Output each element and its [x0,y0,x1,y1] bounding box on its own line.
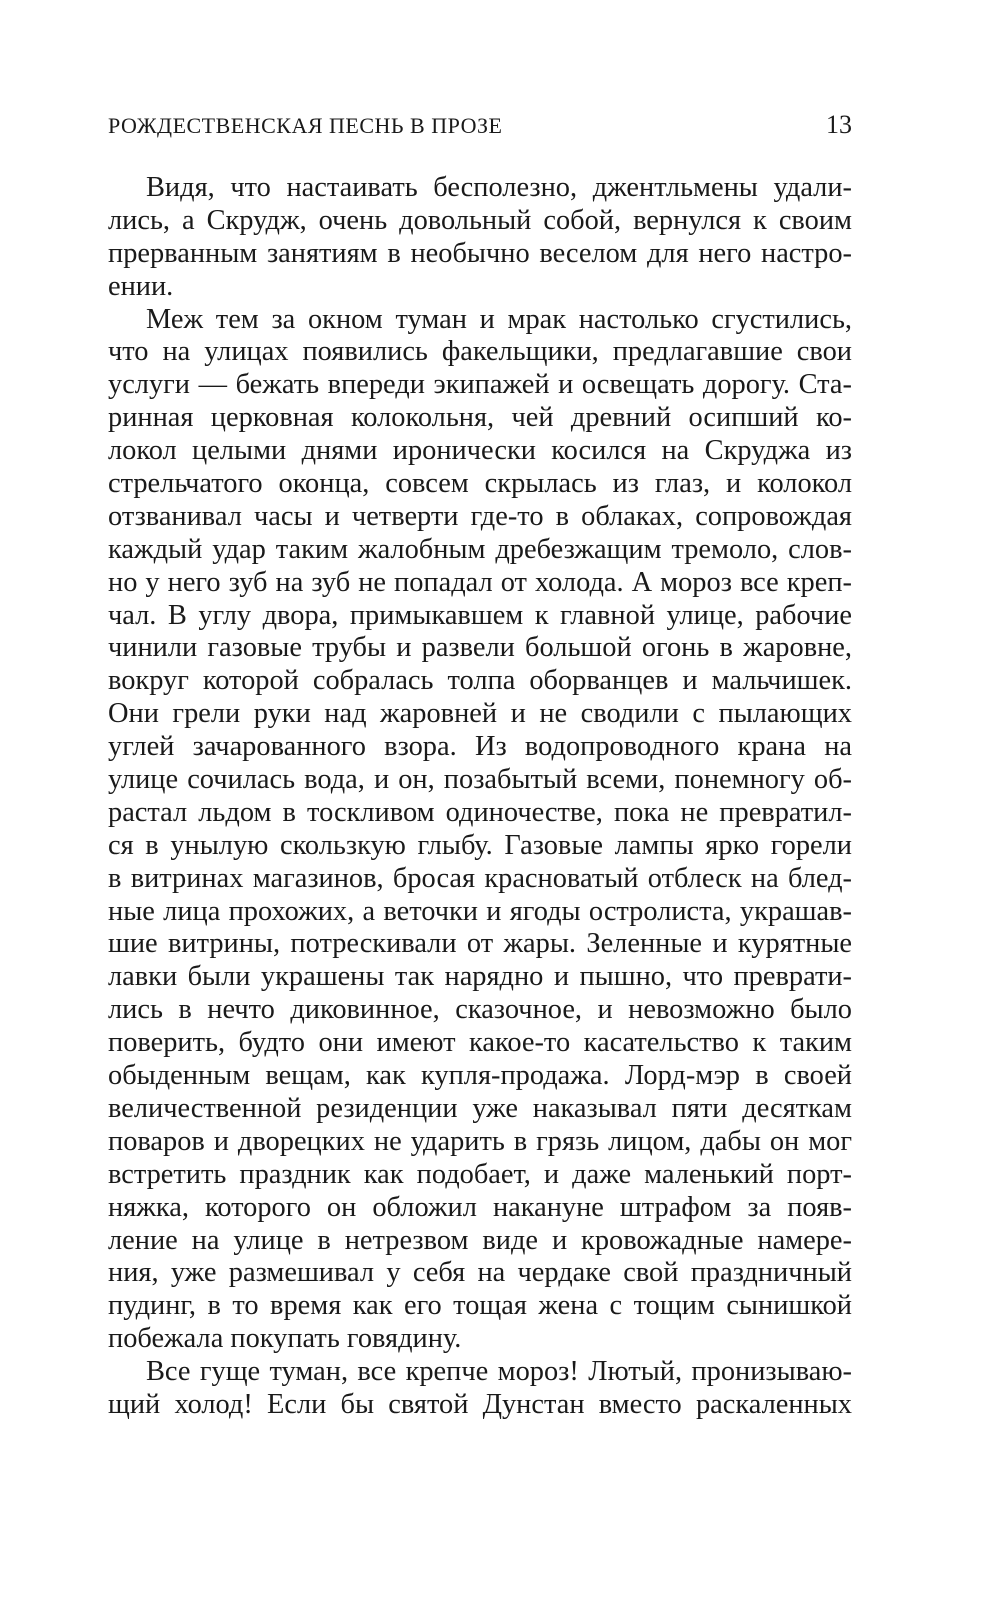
text-line: ринная церковная колокольня, чей древний осипший ко- [108,402,852,434]
text-line: Меж тем за окном туман и мрак настолько сгустились, [146,303,852,335]
text-line: ния, уже размешивал у себя на чердаке свой праздничный [108,1257,852,1289]
text-line: поверить, будто они имеют какое-то касательство к таким [108,1027,852,1059]
text-line: лавки были украшены так нарядно и пышно, что преврати- [108,961,852,993]
text-line: лись, а Скрудж, очень довольный собой, вернулся к своим [108,204,852,236]
text-line: вокруг которой собралась толпа оборванцев и мальчишек. [108,665,852,697]
text-line: ление на улице в нетрезвом виде и кровожадные намере- [108,1224,852,1256]
text-line: Видя, что настаивать бесполезно, джентльмены удали- [146,172,852,203]
text-line: обыденным вещам, как купля-продажа. Лорд-мэр в своей [108,1060,852,1092]
running-title: РОЖДЕСТВЕНСКАЯ ПЕСНЬ В ПРОЗЕ [108,113,503,138]
text-line: углей зачарованного взора. Из водопроводного крана на [108,731,852,763]
text-line: ении. [108,270,174,302]
text-line: чал. В углу двора, примыкавшем к главной улице, рабочие [108,599,852,631]
paragraph [108,172,852,304]
paragraph [108,1356,852,1422]
text-line: величественной резиденции уже наказывал пяти десяткам [108,1092,852,1124]
text-line: шие витрины, потрескивали от жары. Зеленные и курятные [108,928,852,960]
text-line: щий холод! Если бы святой Дунстан вместо раскаленных [108,1388,852,1420]
book-page [108,110,852,1422]
text-line: что на улицах появились факельщики, предлагавшие свои [108,336,852,368]
text-line: Все гуще туман, все крепче мороз! Лютый, пронизываю- [146,1356,852,1388]
text-line: прерванным занятиям в необычно веселом для него настро- [108,237,852,269]
text-line: в витринах магазинов, бросая красноватый отблеск на блед- [108,862,852,894]
running-head [108,110,852,150]
text-line: ные лица прохожих, а веточки и ягоды остролиста, украшав- [108,895,852,927]
body-text [108,172,852,1422]
text-line: но у него зуб на зуб не попадал от холода. А мороз все креп- [108,566,852,598]
text-line: пудинг, в то время как его тощая жена с тощим сынишкой [108,1290,852,1322]
text-line: локол целыми днями иронически косился на Скруджа из [108,435,852,467]
text-line: растал льдом в тоскливом одиночестве, пока не превратил- [108,796,852,828]
paragraph [108,304,852,1357]
text-line: услуги — бежать впереди экипажей и освещать дорогу. Ста- [108,369,852,401]
text-line: улице сочилась вода, и он, позабытый всеми, понемногу об- [108,764,852,796]
text-line: чинили газовые трубы и развели большой огонь в жаровне, [108,632,852,664]
text-line: отзванивал часы и четверти где-то в облаках, сопровождая [108,500,852,532]
text-line: ся в унылую скользкую глыбу. Газовые лампы ярко горели [108,829,852,861]
text-line: поваров и дворецких не ударить в грязь лицом, дабы он мог [108,1125,852,1157]
text-line: Они грели руки над жаровней и не сводили с пылающих [108,698,852,730]
text-line: побежала покупать говядину. [108,1323,462,1355]
page-number: 13 [826,110,852,139]
text-line: встретить праздник как подобает, и даже маленький порт- [108,1158,852,1190]
text-line: стрельчатого оконца, совсем скрылась из глаз, и колокол [108,468,852,500]
text-line: няжка, которого он обложил накануне штрафом за появ- [108,1191,852,1223]
text-line: каждый удар таким жалобным дребезжащим тремоло, слов- [108,533,852,565]
text-line: лись в нечто диковинное, сказочное, и невозможно было [108,994,852,1026]
